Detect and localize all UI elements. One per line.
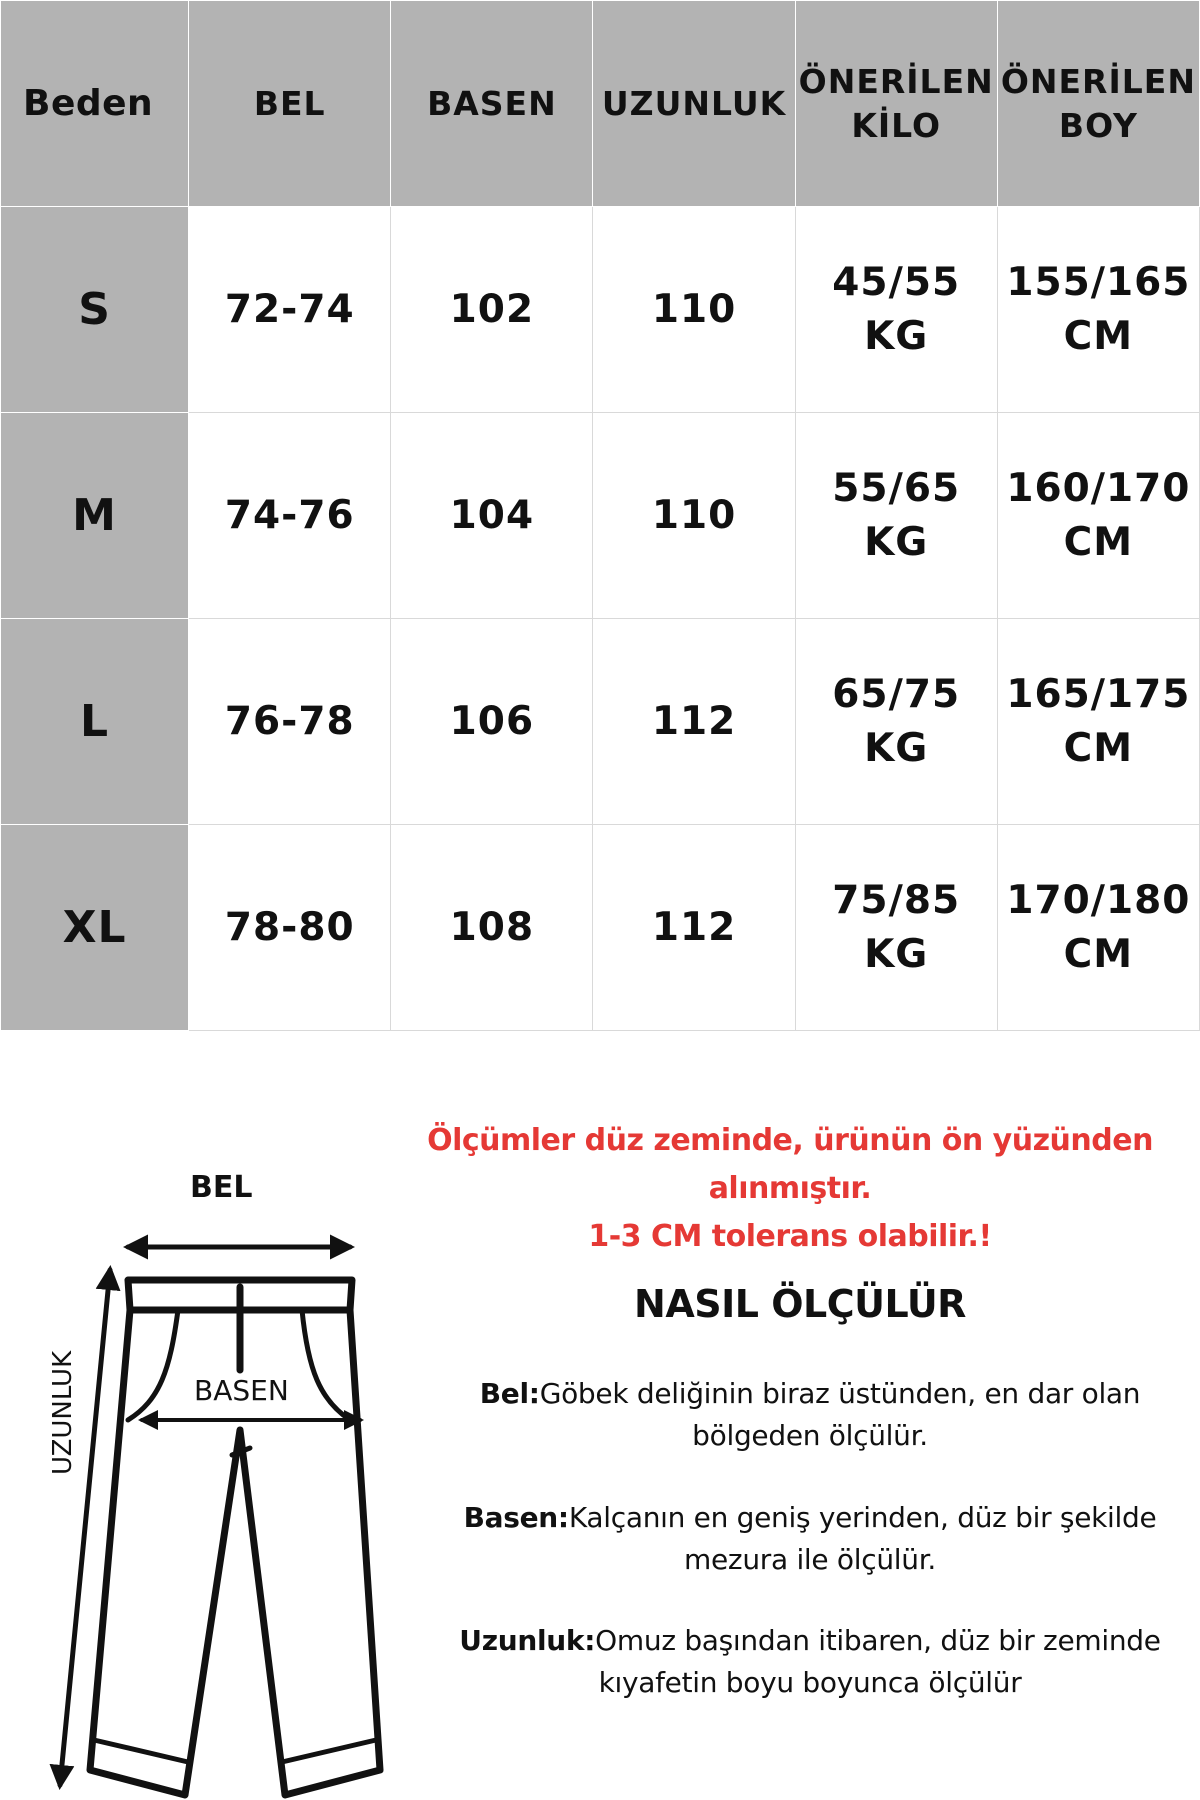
notice-line-2: 1-3 CM tolerans olabilir.!	[588, 1219, 992, 1254]
table-header-row	[1, 1, 1200, 207]
cell-line: 165/175	[1006, 671, 1191, 717]
size-cell: XL	[1, 825, 189, 1031]
cell-line: 155/165	[1006, 259, 1191, 305]
how-to-item-basen	[430, 1497, 1190, 1581]
cell-line: KG	[864, 519, 929, 565]
size-cell: L	[1, 619, 189, 825]
how-to-term: Bel:	[479, 1377, 540, 1410]
cell-line: CM	[1063, 931, 1134, 977]
how-to-text: Kalçanın en geniş yerinden, düz bir şekilde mezura ile ölçülür.	[568, 1501, 1157, 1576]
basen-cell: 106	[391, 619, 593, 825]
cell-line: CM	[1063, 725, 1134, 771]
cell-line: 65/75	[832, 671, 961, 717]
uzunluk-label: UZUNLUK	[48, 1350, 78, 1475]
kilo-cell	[795, 413, 997, 619]
measurement-diagram	[0, 1130, 420, 1800]
how-to-term: Uzunluk:	[459, 1624, 596, 1657]
cell-line: BOY	[1058, 105, 1138, 145]
cell-line: BEL	[253, 83, 326, 123]
header-uzunluk	[593, 1, 795, 207]
kilo-cell	[795, 207, 997, 413]
boy-cell	[997, 825, 1199, 1031]
table-row	[1, 825, 1200, 1031]
basen-cell: 102	[391, 207, 593, 413]
boy-cell	[997, 619, 1199, 825]
how-to-item-uzunluk	[430, 1620, 1190, 1704]
bel-label: BEL	[190, 1170, 253, 1205]
boy-cell	[997, 207, 1199, 413]
uzunluk-cell: 112	[593, 619, 795, 825]
header-basen	[391, 1, 593, 207]
bel-cell: 74-76	[189, 413, 391, 619]
basen-cell: 108	[391, 825, 593, 1031]
kilo-cell	[795, 825, 997, 1031]
boy-cell	[997, 413, 1199, 619]
cell-line: KG	[864, 725, 929, 771]
cell-line: CM	[1063, 519, 1134, 565]
cell-line: 75/85	[832, 877, 961, 923]
how-to-title: NASIL ÖLÇÜLÜR	[634, 1282, 966, 1326]
cell-line: Beden	[23, 82, 154, 124]
cell-line: 160/170	[1006, 465, 1191, 511]
cell-line: KİLO	[851, 105, 942, 145]
measurement-notice	[380, 1117, 1200, 1261]
bel-cell: 78-80	[189, 825, 391, 1031]
cell-line: KG	[864, 931, 929, 977]
how-to-text: Omuz başından itibaren, düz bir zeminde kıyafetin boyu boyunca ölçülür	[595, 1624, 1161, 1699]
cell-line: 55/65	[832, 465, 961, 511]
notice-line-1: Ölçümler düz zeminde, ürünün ön yüzünden alınmıştır.	[427, 1123, 1153, 1206]
header-onerilen-kilo	[795, 1, 997, 207]
table-row	[1, 207, 1200, 413]
basen-label: BASEN	[194, 1374, 289, 1407]
cell-line: BASEN	[427, 83, 557, 123]
header-bel	[189, 1, 391, 207]
bel-cell: 72-74	[189, 207, 391, 413]
how-to-item-bel	[430, 1373, 1190, 1457]
header-onerilen-boy	[997, 1, 1199, 207]
size-cell: S	[1, 207, 189, 413]
cell-line: 170/180	[1006, 877, 1191, 923]
how-to-term: Basen:	[463, 1501, 569, 1534]
basen-cell: 104	[391, 413, 593, 619]
cell-line: CM	[1063, 313, 1134, 359]
size-cell: M	[1, 413, 189, 619]
table-row	[1, 413, 1200, 619]
cell-line: UZUNLUK	[601, 83, 787, 123]
cell-line: ÖNERİLEN	[798, 61, 994, 101]
cell-line: 45/55	[832, 259, 961, 305]
how-to-text: Göbek deliğinin biraz üstünden, en dar olan bölgeden ölçülür.	[539, 1377, 1141, 1452]
uzunluk-cell: 112	[593, 825, 795, 1031]
bel-cell: 76-78	[189, 619, 391, 825]
header-beden	[1, 1, 189, 207]
uzunluk-cell: 110	[593, 413, 795, 619]
kilo-cell	[795, 619, 997, 825]
table-row	[1, 619, 1200, 825]
uzunluk-cell: 110	[593, 207, 795, 413]
cell-line: ÖNERİLEN	[1000, 61, 1196, 101]
cell-line: KG	[864, 313, 929, 359]
